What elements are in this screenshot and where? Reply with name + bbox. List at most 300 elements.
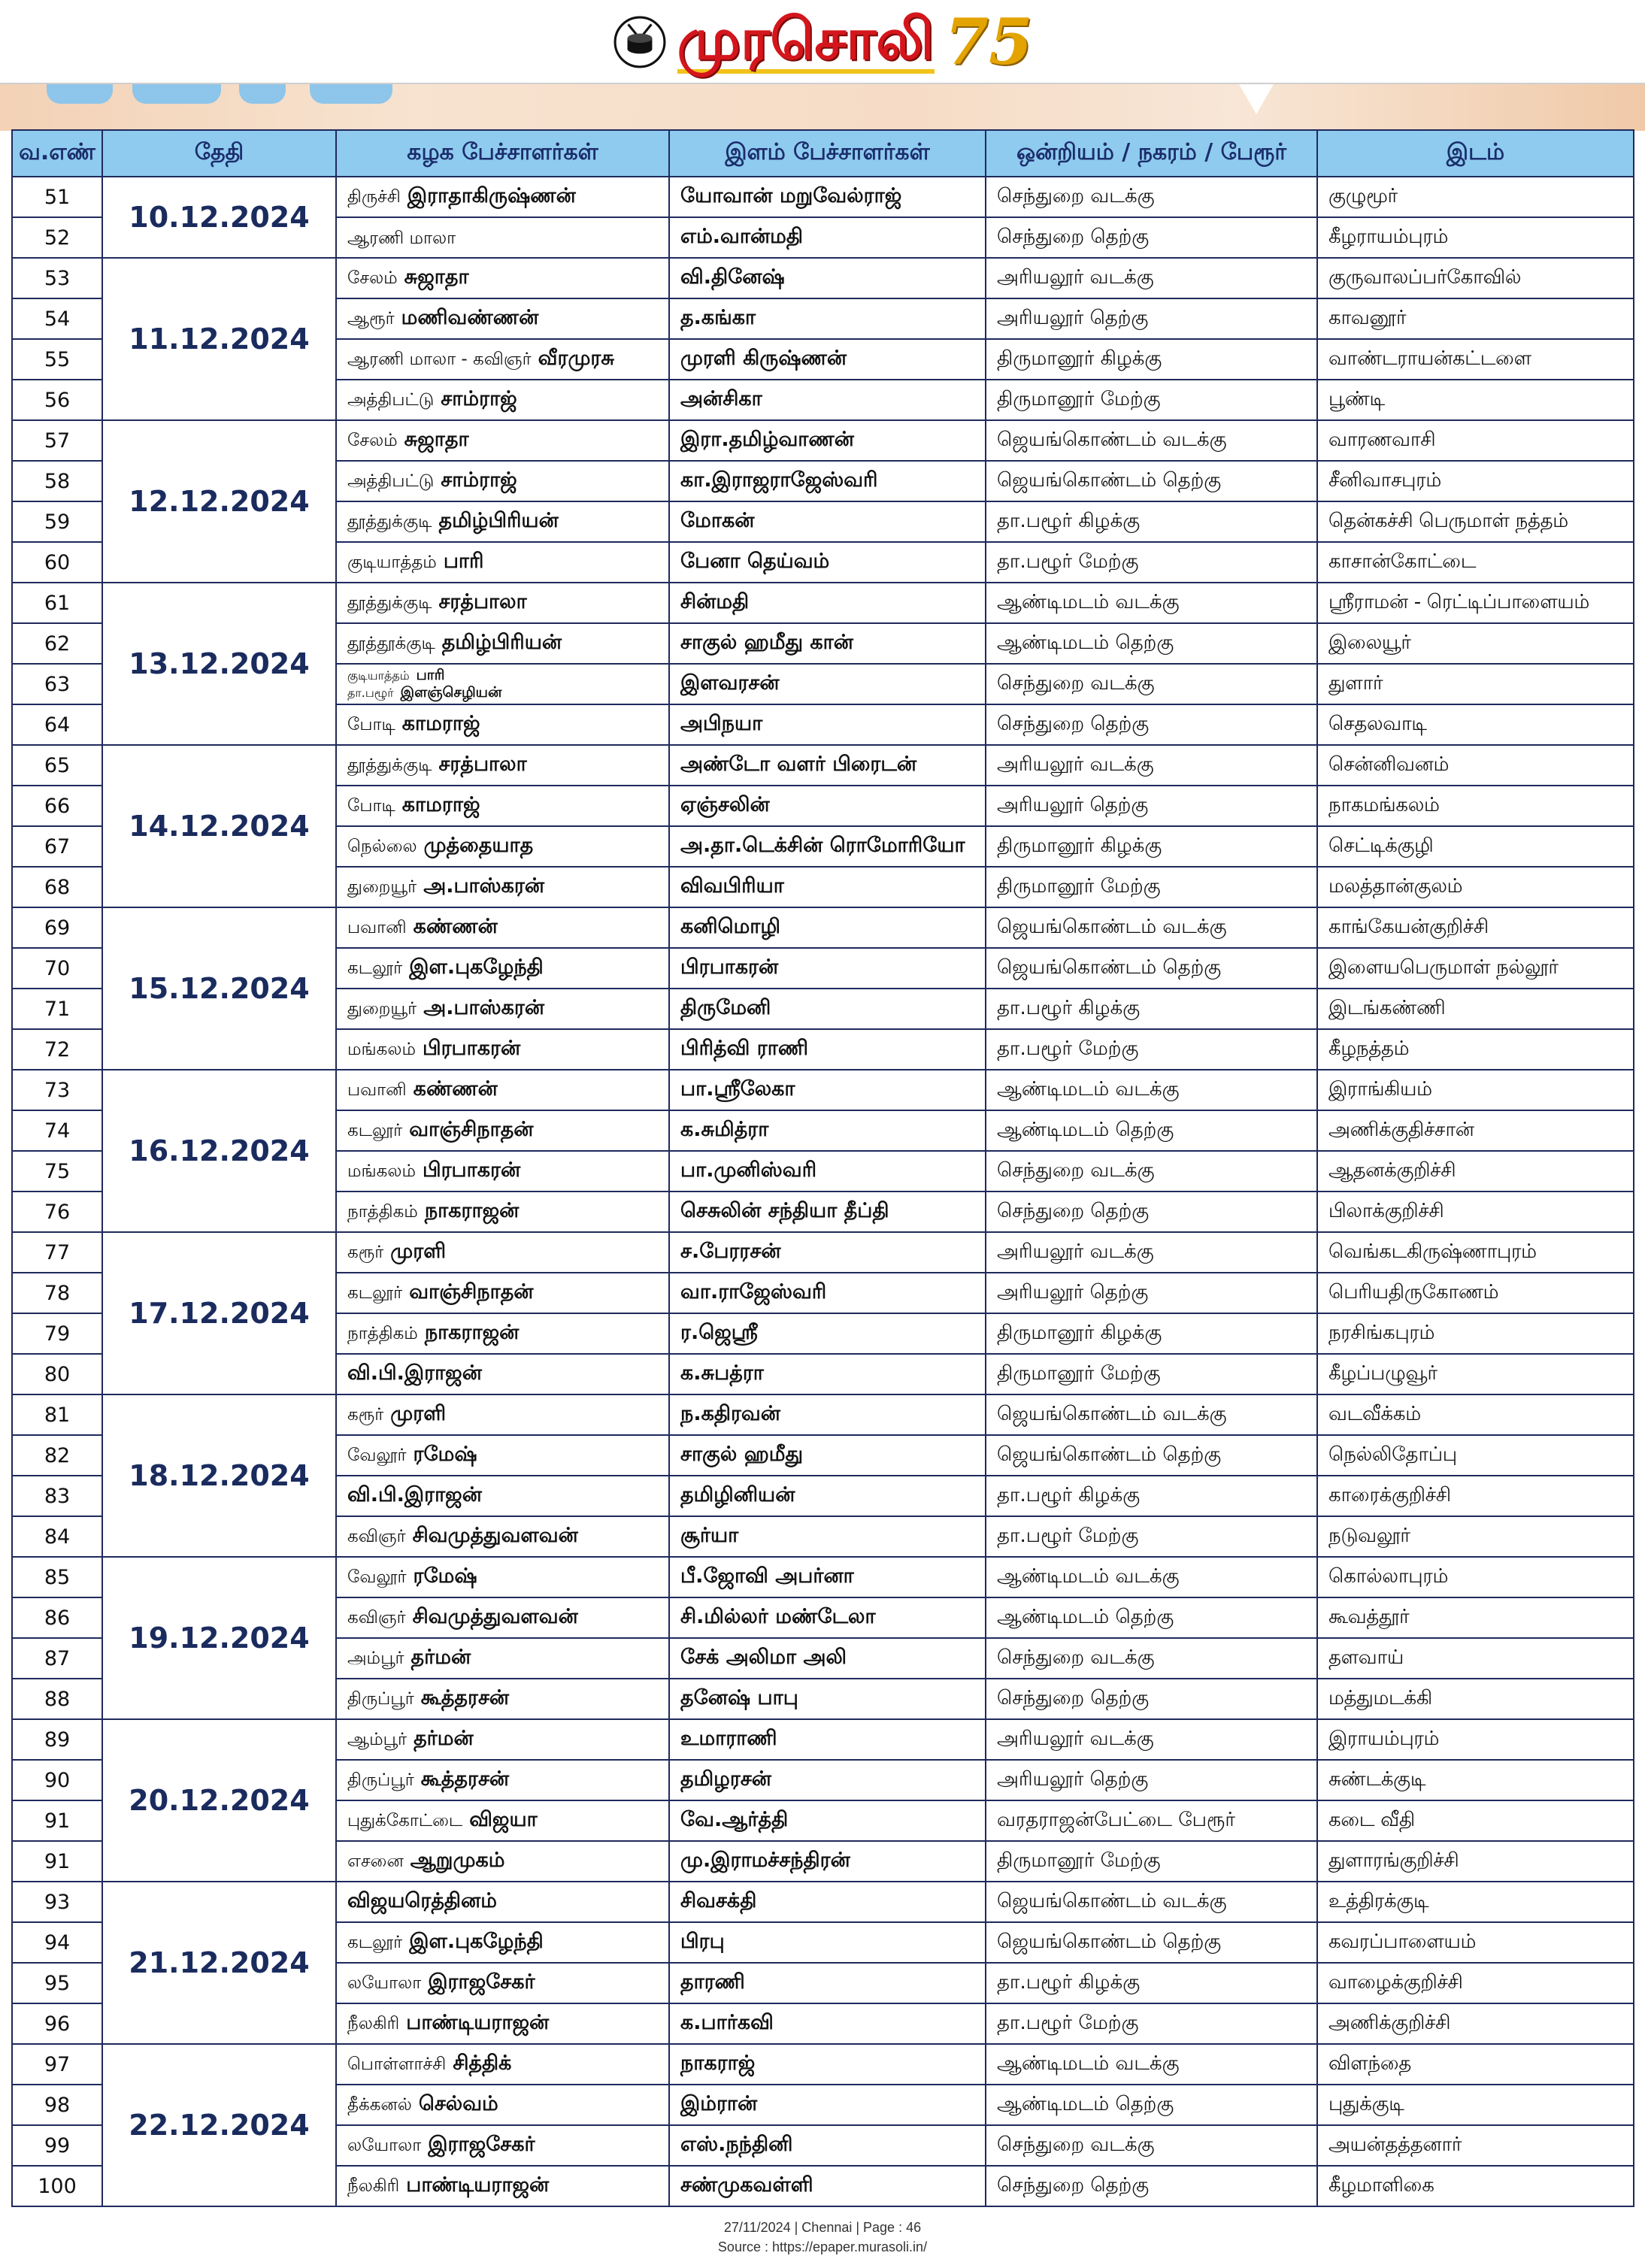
speaker-line	[347, 265, 469, 292]
venue-cell: இடங்கண்ணி	[1318, 989, 1633, 1028]
young-speaker-cell: செசுலின் சந்தியா தீப்தி	[670, 1192, 985, 1231]
serial-number-cell: 72	[13, 1030, 101, 1069]
speaker-place-prefix: நெல்லை	[347, 836, 417, 856]
young-speaker-cell: மு.இராமச்சந்திரன்	[670, 1842, 985, 1881]
speaker-name: வி.பி.இராஜன்	[347, 1482, 482, 1506]
venue-cell: செதலவாடி	[1318, 705, 1633, 744]
date-cell: 19.12.2024	[103, 1558, 335, 1718]
speaker-line	[347, 1767, 509, 1794]
date-cell: 18.12.2024	[103, 1395, 335, 1556]
serial-number-cell: 64	[13, 705, 101, 744]
young-speaker-cell: உமாராணி	[670, 1720, 985, 1759]
union-town-cell: ஜெயங்கொண்டம் தெற்கு	[986, 1436, 1316, 1475]
serial-number-cell: 60	[13, 543, 101, 582]
speaker-name: கண்ணன்	[413, 914, 498, 938]
speaker-name: தர்மன்	[410, 1645, 471, 1669]
speaker-line	[347, 1037, 520, 1063]
young-speaker-cell: யோவான் மறுவேல்ராஜ்	[670, 177, 985, 217]
speaker-line	[347, 631, 562, 657]
venue-cell: கீழப்பழுவூர்	[1318, 1355, 1633, 1394]
banner-headline-fragment	[47, 84, 113, 104]
speaker-place-prefix: வேலூர்	[347, 1567, 407, 1587]
speaker-line	[347, 1524, 578, 1550]
speaker-place-prefix: ஆரூர்	[347, 308, 395, 329]
party-speaker-cell	[337, 908, 668, 947]
serial-number-cell: 85	[13, 1558, 101, 1597]
serial-number-cell: 98	[13, 2085, 101, 2124]
source-url: Source : https://epaper.murasoli.in/	[717, 2239, 928, 2254]
serial-number-cell: 84	[13, 1517, 101, 1556]
speaker-name: ரமேஷ்	[413, 1564, 477, 1588]
speaker-line	[347, 2133, 535, 2159]
venue-cell: சென்னிவனம்	[1318, 746, 1633, 785]
serial-number-cell: 77	[13, 1233, 101, 1272]
young-speaker-cell: பேனா தெய்வம்	[670, 543, 985, 582]
venue-cell: வாரணவாசி	[1318, 421, 1633, 460]
date-cell: 13.12.2024	[103, 583, 335, 744]
speaker-place-prefix: கடலூர்	[347, 958, 403, 978]
party-speaker-cell	[337, 1761, 668, 1800]
venue-cell: இராங்கியம்	[1318, 1070, 1633, 1110]
serial-number-cell: 82	[13, 1436, 101, 1475]
venue-cell: காவனூர்	[1318, 299, 1633, 338]
party-speaker-cell	[337, 989, 668, 1028]
party-speaker-cell	[337, 1882, 668, 1921]
banner-headline-fragment	[132, 84, 221, 104]
speaker-line	[347, 1443, 477, 1469]
party-speaker-cell	[337, 1679, 668, 1718]
venue-cell: புதுக்குடி	[1318, 2085, 1633, 2124]
venue-cell: அணிக்குறிச்சி	[1318, 2004, 1633, 2043]
young-speaker-cell: பிரபாகரன்	[670, 949, 985, 988]
header-union-town: ஒன்றியம் / நகரம் / பேரூர்	[986, 131, 1316, 176]
serial-number-cell: 54	[13, 299, 101, 338]
party-speaker-cell	[337, 1030, 668, 1069]
union-town-cell: செந்துறை வடக்கு	[986, 2126, 1316, 2165]
young-speaker-cell: பிரித்வி ராணி	[670, 1030, 985, 1069]
union-town-cell: அரியலூர் தெற்கு	[986, 1761, 1316, 1800]
union-town-cell: ஆண்டிமடம் தெற்கு	[986, 1598, 1316, 1637]
serial-number-cell: 65	[13, 746, 101, 785]
date-cell: 17.12.2024	[103, 1233, 335, 1394]
serial-number-cell: 57	[13, 421, 101, 460]
serial-number-cell: 55	[13, 340, 101, 379]
speaker-line	[347, 955, 544, 982]
speaker-name: பாரி	[443, 549, 484, 573]
young-speaker-cell: வே.ஆர்த்தி	[670, 1801, 985, 1840]
serial-number-cell: 78	[13, 1273, 101, 1313]
union-town-cell: திருமானூர் மேற்கு	[986, 1355, 1316, 1394]
young-speaker-cell: அன்சிகா	[670, 380, 985, 419]
union-town-cell: ஜெயங்கொண்டம் தெற்கு	[986, 462, 1316, 501]
party-speaker-cell	[337, 2167, 668, 2206]
speaker-line	[347, 2051, 511, 2078]
party-speaker-cell	[337, 1598, 668, 1637]
speaker-place-prefix: ஆரணி மாலா - கவிஞர்	[347, 349, 532, 369]
date-cell: 16.12.2024	[103, 1070, 335, 1231]
young-speaker-cell: சின்மதி	[670, 583, 985, 622]
venue-cell: உத்திரக்குடி	[1318, 1882, 1633, 1921]
young-speaker-cell: எஸ்.நந்தினி	[670, 2126, 985, 2165]
speaker-place-prefix: சேலம்	[347, 268, 398, 288]
speaker-place-prefix: திருப்பூர்	[347, 1770, 414, 1790]
venue-cell: குருவாலப்பர்கோவில்	[1318, 259, 1633, 298]
union-town-cell: அரியலூர் தெற்கு	[986, 786, 1316, 825]
speaker-line	[347, 1361, 482, 1388]
party-speaker-cell	[337, 1111, 668, 1150]
speaker-name: தமிழ்பிரியன்	[441, 630, 562, 654]
young-speaker-cell: கா.இராஜராஜேஸ்வரி	[670, 462, 985, 501]
young-speaker-cell: வி.தினேஷ்	[670, 259, 985, 298]
party-speaker-cell	[337, 1801, 668, 1840]
serial-number-cell: 59	[13, 502, 101, 541]
young-speaker-cell: சி.மில்லர் மண்டேலா	[670, 1598, 985, 1637]
venue-cell: நாகமங்கலம்	[1318, 786, 1633, 825]
young-speaker-cell: சாகுல் ஹமீது கான்	[670, 624, 985, 663]
speaker-line	[347, 1808, 538, 1834]
serial-number-cell: 62	[13, 624, 101, 663]
union-town-cell: தா.பழூர் மேற்கு	[986, 1517, 1316, 1556]
speaker-name: இளஞ்செழியன்	[400, 684, 502, 701]
venue-cell: சீனிவாசபுரம்	[1318, 462, 1633, 501]
venue-cell: காசான்கோட்டை	[1318, 543, 1633, 582]
speaker-place-prefix: போடி	[347, 714, 395, 734]
venue-cell: துளார்	[1318, 665, 1633, 704]
speaker-line	[347, 1849, 504, 1875]
venue-cell: இளையபெருமாள் நல்லூர்	[1318, 949, 1633, 988]
venue-cell: துளாரங்குறிச்சி	[1318, 1842, 1633, 1881]
venue-cell: கொல்லாபுரம்	[1318, 1558, 1633, 1597]
speaker-place-prefix: பொள்ளாச்சி	[347, 2054, 447, 2074]
young-speaker-cell: கனிமொழி	[670, 908, 985, 947]
speaker-name: அ.பாஸ்கரன்	[423, 995, 545, 1019]
party-speaker-cell	[337, 1517, 668, 1556]
union-town-cell: தா.பழூர் மேற்கு	[986, 2004, 1316, 2043]
young-speaker-cell: அண்டோ வளர் பிரைடன்	[670, 746, 985, 785]
young-speaker-cell: க.பார்கவி	[670, 2004, 985, 2043]
speaker-place-prefix: கடலூர்	[347, 1120, 403, 1140]
young-speaker-cell: க.சுபத்ரா	[670, 1355, 985, 1394]
party-speaker-cell	[337, 340, 668, 379]
edition-info: 27/11/2024 | Chennai | Page : 46	[723, 2220, 922, 2235]
party-speaker-cell	[337, 2045, 668, 2084]
speaker-line	[347, 1199, 519, 1225]
union-town-cell: ஆண்டிமடம் வடக்கு	[986, 1070, 1316, 1110]
venue-cell: வாண்டராயன்கட்டளை	[1318, 340, 1633, 379]
speaker-line	[347, 1158, 520, 1185]
speaker-name: இள.புகழேந்தி	[409, 1929, 544, 1953]
serial-number-cell: 56	[13, 380, 101, 419]
venue-cell: வாழைக்குறிச்சி	[1318, 1964, 1633, 2003]
union-town-cell: தா.பழூர் கிழக்கு	[986, 1964, 1316, 2003]
date-cell: 11.12.2024	[103, 259, 335, 419]
party-speaker-cell	[337, 380, 668, 419]
union-town-cell: செந்துறை தெற்கு	[986, 705, 1316, 744]
speaker-line	[347, 834, 533, 860]
header-venue: இடம்	[1318, 131, 1633, 176]
serial-number-cell: 91	[13, 1842, 101, 1881]
union-town-cell: ஜெயங்கொண்டம் வடக்கு	[986, 908, 1316, 947]
speaker-line	[347, 347, 614, 373]
speaker-name: சாம்ராஜ்	[441, 386, 517, 410]
speaker-place-prefix: திருச்சி	[347, 186, 401, 207]
union-town-cell: செந்துறை வடக்கு	[986, 1639, 1316, 1678]
party-speaker-cell	[337, 624, 668, 663]
speaker-place-prefix: துறையூர்	[347, 998, 417, 1019]
serial-number-cell: 76	[13, 1192, 101, 1231]
speaker-name: காமராஜ்	[401, 711, 480, 735]
speaker-name: சிவமுத்துவளவன்	[412, 1523, 578, 1547]
speaker-line	[347, 1240, 446, 1266]
union-town-cell: ஜெயங்கொண்டம் வடக்கு	[986, 1882, 1316, 1921]
young-speaker-cell: அ.தா.டெக்சின் ரொமோரியோ	[670, 827, 985, 866]
speaker-line	[347, 1686, 509, 1712]
speaker-name: இராஜசேகர்	[428, 2132, 535, 2156]
speaker-name: முரளி	[390, 1401, 447, 1425]
speaker-name: நாகராஜன்	[424, 1320, 520, 1344]
speaker-line	[347, 428, 469, 454]
party-speaker-cell	[337, 218, 668, 257]
young-speaker-cell: முரளி கிருஷ்ணன்	[670, 340, 985, 379]
speaker-place-prefix: நாத்திகம்	[347, 1323, 418, 1343]
speaker-line	[347, 509, 559, 535]
serial-number-cell: 80	[13, 1355, 101, 1394]
union-town-cell: செந்துறை வடக்கு	[986, 665, 1316, 704]
young-speaker-cell: மோகன்	[670, 502, 985, 541]
serial-number-cell: 99	[13, 2126, 101, 2165]
speaker-place-prefix: குடியாத்தம்	[347, 668, 410, 683]
speaker-place-prefix: சேலம்	[347, 430, 398, 450]
venue-cell: இலையூர்	[1318, 624, 1633, 663]
date-cell: 21.12.2024	[103, 1882, 335, 2043]
young-speaker-cell: தமிழினியன்	[670, 1476, 985, 1516]
banner-headline-fragment	[310, 84, 392, 104]
speaker-name: தமிழ்பிரியன்	[438, 508, 559, 532]
speaker-line	[347, 1321, 519, 1347]
serial-number-cell: 93	[13, 1882, 101, 1921]
party-speaker-cell	[337, 2126, 668, 2165]
venue-cell: செட்டிக்குழி	[1318, 827, 1633, 866]
party-speaker-cell	[337, 1355, 668, 1394]
speaker-place-prefix: கவிஞர்	[347, 1607, 406, 1628]
murasu-drum-emblem-icon	[613, 15, 667, 69]
venue-cell: காங்கேயன்குறிச்சி	[1318, 908, 1633, 947]
speaker-line	[347, 2173, 549, 2200]
serial-number-cell: 90	[13, 1761, 101, 1800]
union-town-cell: ஜெயங்கொண்டம் வடக்கு	[986, 1395, 1316, 1434]
speaker-place-prefix: நீலகிரி	[347, 2176, 400, 2196]
young-speaker-cell: தாரணி	[670, 1964, 985, 2003]
anniversary-emblem: 75	[944, 5, 1033, 79]
venue-cell: பிலாக்குறிச்சி	[1318, 1192, 1633, 1231]
party-speaker-cell	[337, 1476, 668, 1516]
party-speaker-cell	[337, 746, 668, 785]
speaker-name: சரத்பாலா	[438, 752, 527, 776]
speaker-name: வீரமுரசு	[538, 346, 614, 370]
union-town-cell: ஆண்டிமடம் தெற்கு	[986, 1111, 1316, 1150]
young-speaker-cell: ந.கதிரவன்	[670, 1395, 985, 1434]
union-town-cell: அரியலூர் தெற்கு	[986, 299, 1316, 338]
speaker-place-prefix: கடலூர்	[347, 1932, 403, 1952]
speaker-name: சாம்ராஜ்	[441, 468, 517, 492]
speaker-place-prefix: ஆரணி மாலா	[347, 228, 456, 248]
date-cell: 15.12.2024	[103, 908, 335, 1069]
serial-number-cell: 66	[13, 786, 101, 825]
venue-cell: நரசிங்கபுரம்	[1318, 1314, 1633, 1353]
speaker-place-prefix: பவானி	[347, 1079, 407, 1100]
speaker-line	[347, 184, 576, 210]
speaker-line	[347, 996, 544, 1022]
young-speaker-cell: சூர்யா	[670, 1517, 985, 1556]
speaker-name: வாஞ்சிநாதன்	[409, 1279, 534, 1304]
speaker-place-prefix: புதுக்கோட்டை	[347, 1810, 463, 1830]
venue-cell: நடுவலூர்	[1318, 1517, 1633, 1556]
speaker-name: தர்மன்	[414, 1726, 474, 1750]
speaker-place-prefix: தூத்துக்குடி	[347, 511, 432, 531]
speaker-line	[347, 1483, 482, 1509]
serial-number-cell: 68	[13, 868, 101, 907]
serial-number-cell: 89	[13, 1720, 101, 1759]
young-speaker-cell: வா.ராஜேஸ்வரி	[670, 1273, 985, 1313]
speaker-line	[347, 1077, 498, 1104]
speaker-place-prefix: கரூர்	[347, 1404, 384, 1425]
party-speaker-cell	[337, 259, 668, 298]
venue-cell: கீழமாளிகை	[1318, 2167, 1633, 2206]
serial-number-cell: 81	[13, 1395, 101, 1434]
young-speaker-cell: க.சுமித்ரா	[670, 1111, 985, 1150]
speaker-name: செல்வம்	[418, 2091, 498, 2115]
party-speaker-cell	[337, 421, 668, 460]
speaker-line	[347, 684, 501, 701]
party-speaker-cell	[337, 2004, 668, 2043]
serial-number-cell: 67	[13, 827, 101, 866]
speaker-name: பிரபாகரன்	[422, 1158, 521, 1182]
speaker-name: மணிவண்ணன்	[401, 305, 539, 329]
young-speaker-cell: விவபிரியா	[670, 868, 985, 907]
speaker-place-prefix: தூத்துக்குடி	[347, 755, 432, 775]
speaker-line	[347, 468, 517, 495]
speaker-name: விஜயரெத்தினம்	[347, 1888, 497, 1912]
union-town-cell: அரியலூர் வடக்கு	[986, 1233, 1316, 1272]
headline-banner	[0, 84, 1645, 131]
party-speaker-cell	[337, 177, 668, 217]
young-speaker-cell: பா.ஸ்ரீலேகா	[670, 1070, 985, 1110]
union-town-cell: தா.பழூர் மேற்கு	[986, 1030, 1316, 1069]
party-speaker-cell	[337, 1395, 668, 1434]
young-speaker-cell: ச.பேரரசன்	[670, 1233, 985, 1272]
young-speaker-cell: சேக் அலிமா அலி	[670, 1639, 985, 1678]
young-speaker-cell: பிரபு	[670, 1923, 985, 1962]
masthead	[0, 5, 1645, 80]
young-speaker-cell: அபிநயா	[670, 705, 985, 744]
serial-number-cell: 87	[13, 1639, 101, 1678]
party-speaker-cell	[337, 827, 668, 866]
speaker-name: வாஞ்சிநாதன்	[409, 1117, 534, 1141]
young-speaker-cell: தனேஷ் பாபு	[670, 1679, 985, 1718]
young-speaker-cell: தமிழரசன்	[670, 1761, 985, 1800]
serial-number-cell: 100	[13, 2167, 101, 2206]
young-speaker-cell: சிவசக்தி	[670, 1882, 985, 1921]
union-town-cell: அரியலூர் வடக்கு	[986, 259, 1316, 298]
speaker-line	[347, 1280, 533, 1307]
venue-cell: கடை வீதி	[1318, 1801, 1633, 1840]
party-speaker-cell	[337, 1070, 668, 1110]
union-town-cell: திருமானூர் மேற்கு	[986, 380, 1316, 419]
young-speaker-cell: பீ.ஜோவி அபர்னா	[670, 1558, 985, 1597]
speaker-place-prefix: எசனை	[347, 1851, 404, 1871]
union-town-cell: வரதராஜன்பேட்டை பேரூர்	[986, 1801, 1316, 1840]
speaker-line	[347, 752, 527, 779]
serial-number-cell: 53	[13, 259, 101, 298]
union-town-cell: தா.பழூர் கிழக்கு	[986, 989, 1316, 1028]
speaker-line	[347, 1970, 535, 1997]
speaker-name: பிரபாகரன்	[422, 1036, 521, 1060]
speaker-name: பாரி	[416, 667, 445, 683]
venue-cell: ஆதனக்குறிச்சி	[1318, 1152, 1633, 1191]
speaker-place-prefix: திருப்பூர்	[347, 1688, 414, 1709]
speaker-place-prefix: போடி	[347, 795, 395, 816]
union-town-cell: ஆண்டிமடம் வடக்கு	[986, 2045, 1316, 2084]
page-footer	[0, 2218, 1645, 2257]
party-speaker-cell	[337, 1923, 668, 1962]
venue-cell: கீழநத்தம்	[1318, 1030, 1633, 1069]
venue-cell: மத்துமடக்கி	[1318, 1679, 1633, 1718]
newspaper-logo: முரசொலி	[677, 5, 935, 72]
young-speaker-cell: ஏஞ்சலின்	[670, 786, 985, 825]
speaker-schedule-table	[11, 129, 1634, 2207]
venue-cell: இராயம்புரம்	[1318, 1720, 1633, 1759]
union-town-cell: திருமானூர் மேற்கு	[986, 868, 1316, 907]
serial-number-cell: 88	[13, 1679, 101, 1718]
speaker-name: விஜயா	[469, 1807, 538, 1831]
speaker-place-prefix: தீக்கனல்	[347, 2094, 412, 2115]
header-date: தேதி	[103, 131, 335, 176]
union-town-cell: ஜெயங்கொண்டம் வடக்கு	[986, 421, 1316, 460]
union-town-cell: ஆண்டிமடம் தெற்கு	[986, 624, 1316, 663]
union-town-cell: திருமானூர் கிழக்கு	[986, 1314, 1316, 1353]
serial-number-cell: 58	[13, 462, 101, 501]
speaker-name: நாகராஜன்	[424, 1198, 520, 1222]
speaker-line	[347, 550, 483, 576]
young-speaker-cell: ர.ஜெஸ்ரீ	[670, 1314, 985, 1353]
speaker-place-prefix: தூத்துக்குடி	[347, 592, 432, 613]
serial-number-cell: 61	[13, 583, 101, 622]
speaker-place-prefix: குடியாத்தம்	[347, 552, 437, 572]
speaker-name: முத்தையாத	[423, 833, 534, 857]
union-town-cell: அரியலூர் வடக்கு	[986, 746, 1316, 785]
speaker-name: இராதாகிருஷ்ணன்	[407, 183, 576, 207]
speaker-name: சிவமுத்துவளவன்	[412, 1604, 578, 1628]
party-speaker-cell	[337, 1233, 668, 1272]
party-speaker-cell	[337, 786, 668, 825]
speaker-place-prefix: தூத்தூக்குடி	[347, 633, 435, 653]
venue-cell: அயன்தத்தனார்	[1318, 2126, 1633, 2165]
union-town-cell: தா.பழூர் மேற்கு	[986, 543, 1316, 582]
young-speaker-cell: சண்முகவள்ளி	[670, 2167, 985, 2206]
union-town-cell: அரியலூர் தெற்கு	[986, 1273, 1316, 1313]
union-town-cell: ஜெயங்கொண்டம் தெற்கு	[986, 1923, 1316, 1962]
party-speaker-cell	[337, 1273, 668, 1313]
serial-number-cell: 69	[13, 908, 101, 947]
party-speaker-cell	[337, 868, 668, 907]
venue-cell: சுண்டக்குடி	[1318, 1761, 1633, 1800]
venue-cell: பெரியதிருகோணம்	[1318, 1273, 1633, 1313]
speaker-name: சுஜாதா	[404, 427, 469, 451]
serial-number-cell: 83	[13, 1476, 101, 1516]
speaker-place-prefix: நாத்திகம்	[347, 1201, 418, 1222]
serial-number-cell: 91	[13, 1801, 101, 1840]
young-speaker-cell: இளவரசன்	[670, 665, 985, 704]
